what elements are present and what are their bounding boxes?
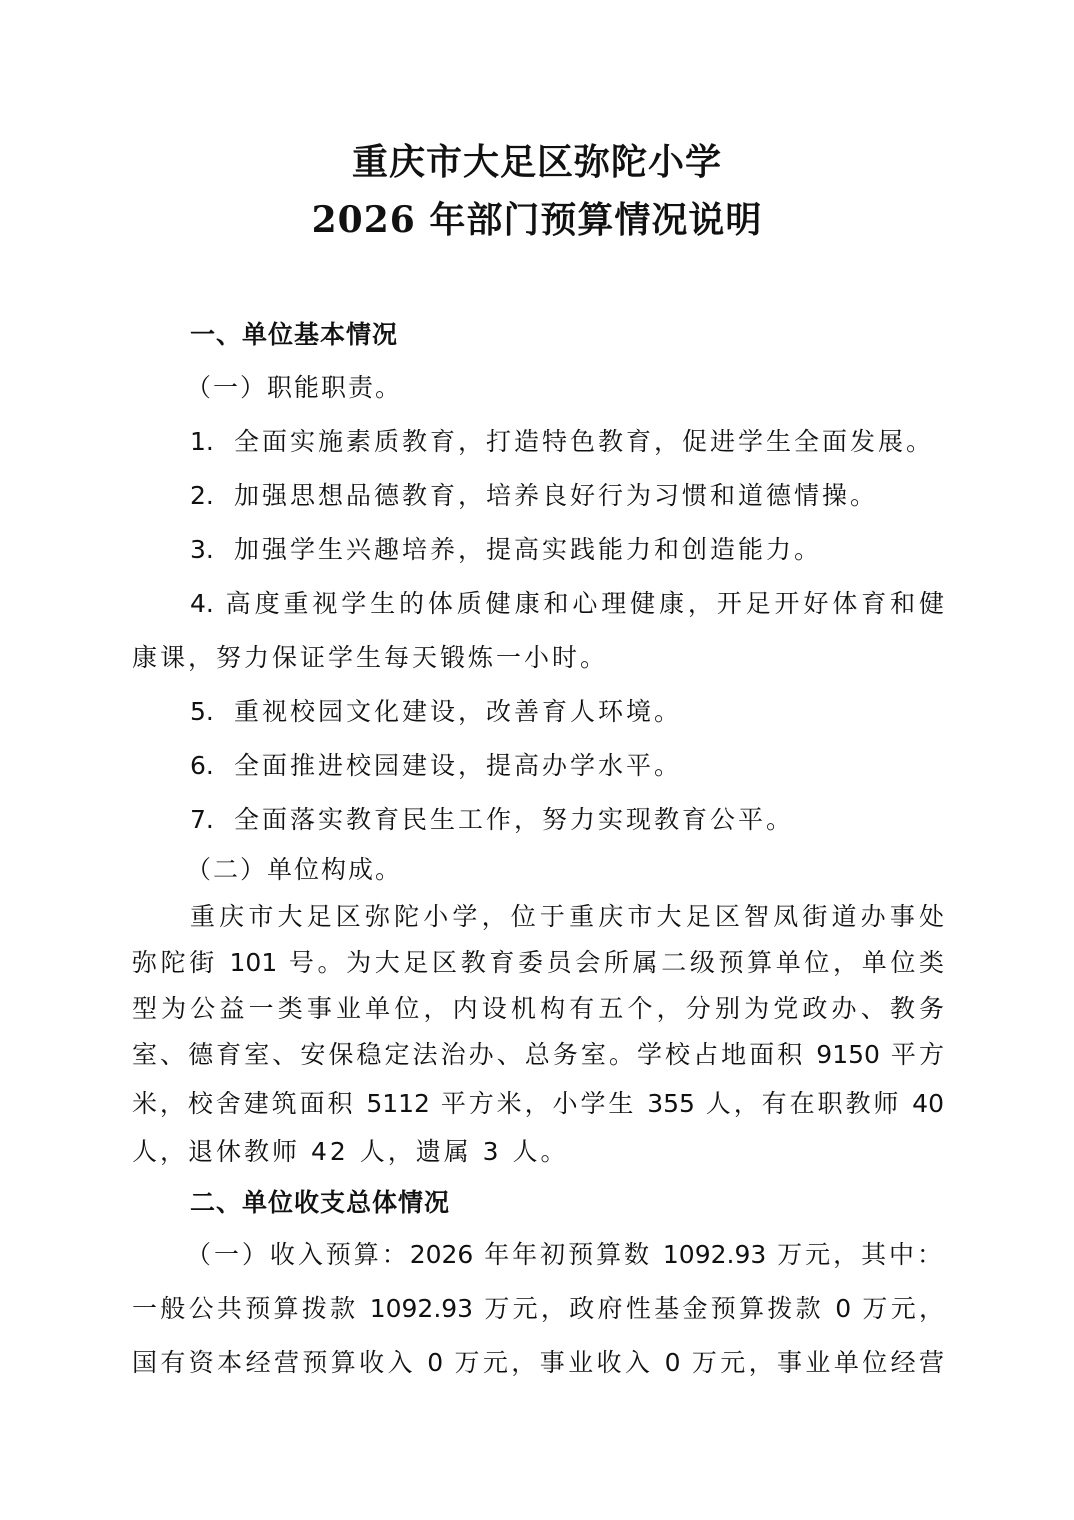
- duty-text: 加强思想品德教育，培养良好行为习惯和道德情操。: [234, 481, 879, 510]
- duty-text: 全面实施素质教育，打造特色教育，促进学生全面发展。: [234, 427, 935, 456]
- subsection-duties-heading: （一）职能职责。: [186, 373, 403, 402]
- composition-line-2: 弥陀街 101 号。为大足区教育委员会所属二级预算单位，单位类: [132, 948, 944, 977]
- income-line-1: （一）收入预算：2026 年年初预算数 1092.93 万元，其中：: [186, 1240, 942, 1269]
- duty-item-1: [190, 425, 934, 459]
- duty-number: 5.: [190, 697, 214, 726]
- subsection-composition-heading: （二）单位构成。: [186, 855, 403, 884]
- duty-number: 2.: [190, 481, 214, 510]
- income-line-3: 国有资本经营预算收入 0 万元，事业收入 0 万元，事业单位经营: [132, 1348, 944, 1377]
- duty-item-5: [190, 695, 682, 729]
- duty-text: 重视校园文化建设，改善育人环境。: [234, 697, 683, 726]
- duty-item-3: [190, 533, 822, 567]
- duty-item-7: [190, 803, 794, 837]
- duty-number: 3.: [190, 535, 214, 564]
- duty-number: 6.: [190, 751, 214, 780]
- composition-line-5: 米，校舍建筑面积 5112 平方米，小学生 355 人，有在职教师 40: [132, 1089, 944, 1118]
- section1-heading: 一、单位基本情况: [190, 320, 399, 349]
- composition-line-3: 型为公益一类事业单位，内设机构有五个，分别为党政办、教务: [132, 994, 944, 1023]
- duty-text: 全面推进校园建设，提高办学水平。: [234, 751, 683, 780]
- duty-text: 全面落实教育民生工作，努力实现教育公平。: [234, 805, 795, 834]
- duty-item-6: [190, 749, 682, 783]
- duty-item-4-line2: 康课，努力保证学生每天锻炼一小时。: [132, 643, 609, 672]
- duty-text: 加强学生兴趣培养，提高实践能力和创造能力。: [234, 535, 823, 564]
- duty-item-4-line1: 4. 高度重视学生的体质健康和心理健康，开足开好体育和健: [190, 589, 944, 618]
- document-title-line1: 重庆市大足区弥陀小学: [351, 141, 722, 183]
- duty-item-2: [190, 479, 878, 513]
- document-title-line2: 2026 年部门预算情况说明: [311, 199, 763, 241]
- composition-line-1: 重庆市大足区弥陀小学，位于重庆市大足区智凤街道办事处: [190, 902, 944, 931]
- section2-heading: 二、单位收支总体情况: [190, 1188, 451, 1217]
- duty-number: 7.: [190, 805, 214, 834]
- duty-number: 1.: [190, 427, 214, 456]
- composition-line-4: 室、德育室、安保稳定法治办、总务室。学校占地面积 9150 平方: [132, 1040, 944, 1069]
- income-line-2: 一般公共预算拨款 1092.93 万元，政府性基金预算拨款 0 万元，: [132, 1294, 944, 1323]
- composition-line-6: 人，退休教师 42 人，遗属 3 人。: [132, 1137, 569, 1166]
